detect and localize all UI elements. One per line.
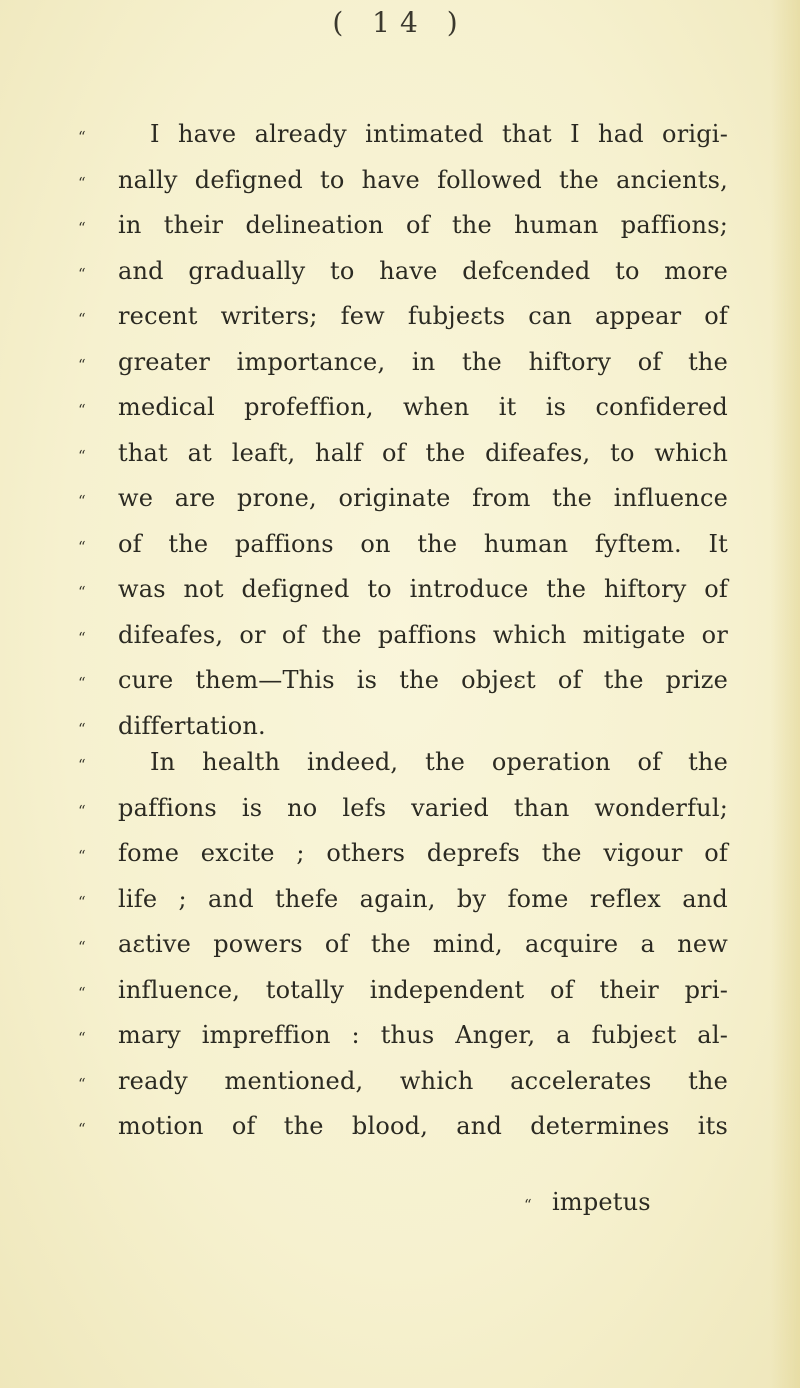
- text-line: [78, 1104, 728, 1150]
- text-line: [78, 831, 728, 877]
- line-text: of the paffions on the human fyftem. It: [118, 529, 728, 558]
- line-text: nally defigned to have followed the ancients,: [118, 165, 728, 194]
- line-text: recent writers; few fubjeɛts can appear of: [118, 302, 728, 330]
- line-text: aɛtive powers of the mind, acquire a new: [118, 930, 728, 958]
- quote-mark: “: [78, 1120, 86, 1138]
- line-text: that at leaft, half of the difeafes, to which: [118, 438, 728, 467]
- page-edge-shadow: [770, 0, 800, 1388]
- quote-mark: “: [78, 173, 86, 192]
- line-text: cure them—This is the objeɛt of the prize: [118, 666, 728, 694]
- line-text: in their delineation of the human paffions;: [118, 211, 728, 239]
- line-text: ready mentioned, which accelerates the: [118, 1066, 728, 1095]
- catchword: [524, 1188, 651, 1216]
- line-text: difeafes, or of the paffions which mitigate or: [118, 620, 728, 649]
- line-text: we are prone, originate from the influence: [118, 484, 728, 512]
- line-text: motion of the blood, and determines its: [118, 1112, 728, 1140]
- line-text: medical profeffion, when it is confidered: [118, 393, 728, 421]
- quote-mark: “: [78, 847, 86, 865]
- line-text: influence, totally independent of their pri-: [118, 975, 728, 1004]
- text-line: [78, 1059, 728, 1105]
- line-text: paffions is no lefs varied than wonderful;: [118, 793, 728, 822]
- quote-mark: “: [78, 1074, 86, 1093]
- quote-mark: “: [78, 219, 86, 237]
- quote-mark: “: [78, 310, 86, 328]
- text-line: [78, 294, 728, 340]
- text-line: [78, 613, 728, 659]
- quote-mark: “: [524, 1196, 532, 1214]
- quote-mark: “: [78, 756, 86, 774]
- text-line: [78, 522, 728, 568]
- quote-mark: “: [78, 128, 86, 146]
- text-line: [78, 567, 728, 613]
- paragraph-1: [78, 112, 728, 749]
- line-text: was not defigned to introduce the hiftory of: [118, 575, 728, 603]
- quote-mark: “: [78, 674, 86, 692]
- quote-mark: “: [78, 492, 86, 510]
- quote-mark: “: [78, 1029, 86, 1047]
- text-line: [78, 431, 728, 477]
- page-number: ( 14 ): [332, 6, 468, 39]
- quote-mark: “: [78, 446, 86, 465]
- line-text: greater importance, in the hiftory of the: [118, 347, 728, 376]
- line-text: I have already intimated that I had origi-: [150, 120, 728, 148]
- text-line: [78, 786, 728, 832]
- quote-mark: “: [78, 401, 86, 419]
- line-text: differtation.: [118, 711, 266, 740]
- line-text: fome excite ; others deprefs the vigour of: [118, 839, 728, 867]
- quote-mark: “: [78, 264, 86, 283]
- line-text: life ; and thefe again, by fome reflex and: [118, 884, 728, 913]
- quote-mark: “: [78, 628, 86, 647]
- line-text: mary impreffion : thus Anger, a fubjeɛt al-: [118, 1021, 728, 1049]
- line-text: In health indeed, the operation of the: [150, 748, 728, 776]
- paragraph-2: [78, 740, 728, 1150]
- quote-mark: “: [78, 983, 86, 1002]
- text-line: [78, 476, 728, 522]
- quote-mark: “: [78, 892, 86, 911]
- text-line: [78, 968, 728, 1014]
- quote-mark: “: [78, 537, 86, 556]
- text-line: [78, 112, 728, 158]
- quote-mark: “: [78, 355, 86, 374]
- quote-mark: “: [78, 938, 86, 956]
- quote-mark: “: [78, 719, 86, 738]
- text-line: [78, 740, 728, 786]
- line-text: and gradually to have defcended to more: [118, 256, 728, 285]
- text-line: [78, 922, 728, 968]
- quote-mark: “: [78, 583, 86, 601]
- text-line: [78, 1013, 728, 1059]
- text-line: [78, 877, 728, 923]
- text-line: [78, 658, 728, 704]
- text-line: [78, 385, 728, 431]
- text-line: [78, 203, 728, 249]
- text-line: [78, 340, 728, 386]
- catchword-text: impetus: [552, 1188, 651, 1216]
- quote-mark: “: [78, 801, 86, 820]
- text-line: [78, 249, 728, 295]
- text-line: [78, 158, 728, 204]
